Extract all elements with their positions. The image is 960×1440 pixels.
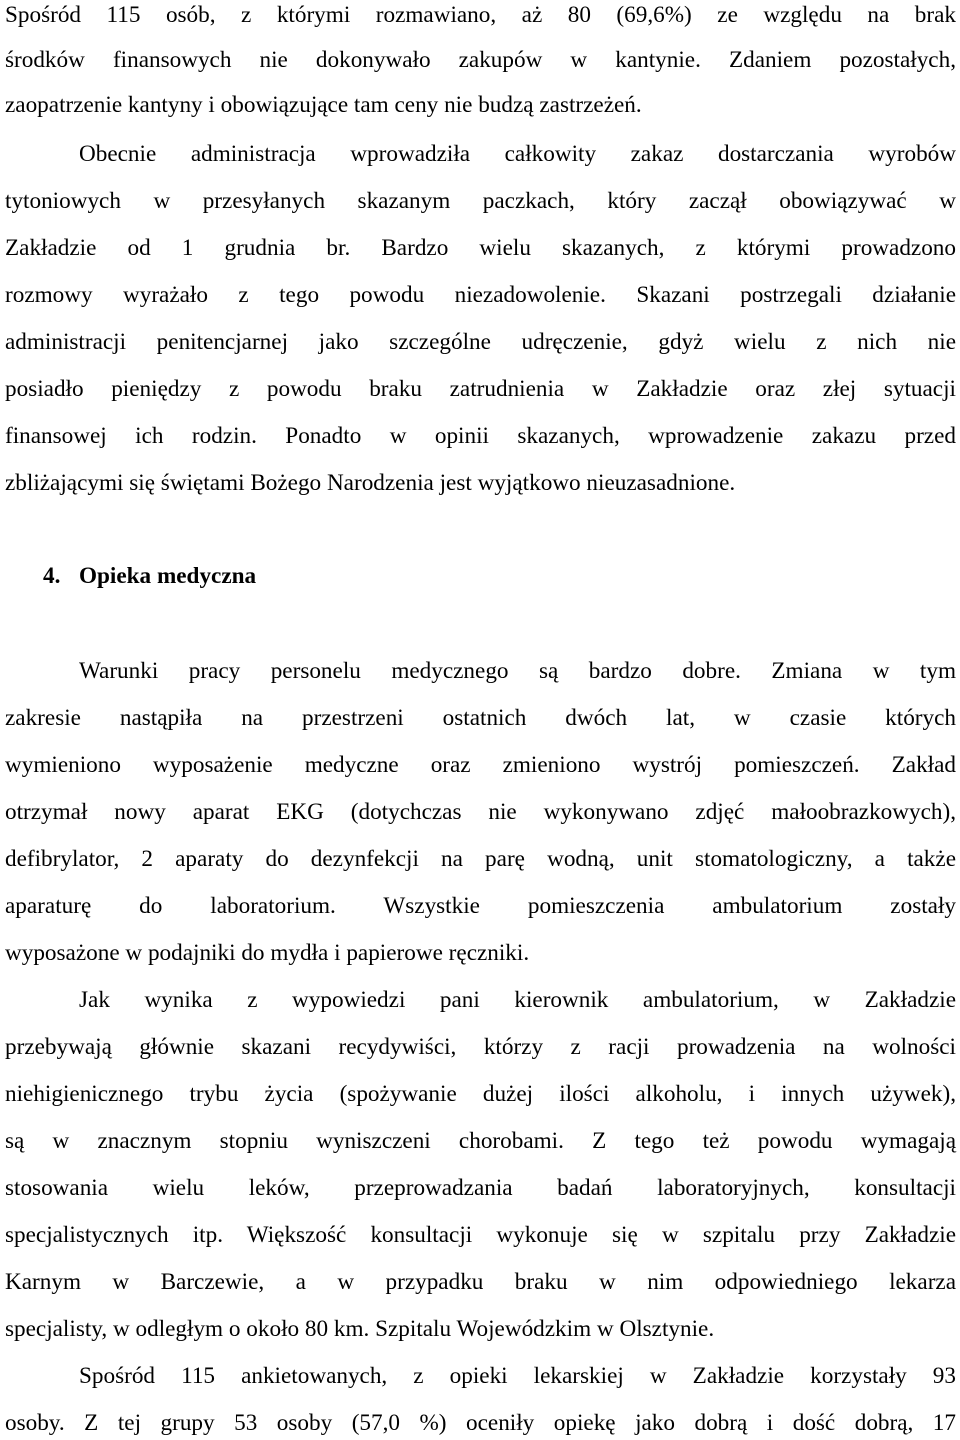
text-line: specjalistycznych itp. Większość konsultacji wykonuje się w szpitalu przy Zakładzie (5, 1222, 956, 1248)
text-line: Warunki pracy personelu medycznego są bardzo dobre. Zmiana w tym (79, 658, 956, 684)
text-line: specjalisty, w odległym o około 80 km. Szpitalu Wojewódzkim w Olsztynie. (5, 1316, 715, 1342)
text-line: aparaturę do laboratorium. Wszystkie pomieszczenia ambulatorium zostały (5, 893, 956, 919)
text-line: osoby. Z tej grupy 53 osoby (57,0 %) oceniły opiekę jako dobrą i dość dobrą, 17 (5, 1410, 956, 1436)
text-line: defibrylator, 2 aparaty do dezynfekcji na parę wodną, unit stomatologiczny, a także (5, 846, 956, 872)
text-line: Karnym w Barczewie, a w przypadku braku w nim odpowiedniego lekarza (5, 1269, 956, 1295)
text-line: wyposażone w podajniki do mydła i papierowe ręczniki. (5, 940, 530, 966)
section-title: Opieka medyczna (79, 563, 257, 589)
text-line: środków finansowych nie dokonywało zakupów w kantynie. Zdaniem pozostałych, (5, 47, 956, 73)
text-line: posiadło pieniędzy z powodu braku zatrudnienia w Zakładzie oraz złej sytuacji (5, 376, 956, 402)
text-line: Zakładzie od 1 grudnia br. Bardzo wielu skazanych, z którymi prowadzono (5, 235, 956, 261)
text-line: Obecnie administracja wprowadziła całkowity zakaz dostarczania wyrobów (79, 141, 956, 167)
text-line: wymieniono wyposażenie medyczne oraz zmieniono wystrój pomieszczeń. Zakład (5, 752, 956, 778)
text-line: zaopatrzenie kantyny i obowiązujące tam ceny nie budzą zastrzeżeń. (5, 92, 642, 118)
text-line: otrzymał nowy aparat EKG (dotychczas nie wykonywano zdjęć małoobrazkowych), (5, 799, 956, 825)
section-heading (43, 561, 256, 591)
text-line: stosowania wielu leków, przeprowadzania badań laboratoryjnych, konsultacji (5, 1175, 956, 1201)
text-line: finansowej ich rodzin. Ponadto w opinii skazanych, wprowadzenie zakazu przed (5, 423, 956, 449)
text-line: zbliżającymi się świętami Bożego Narodzenia jest wyjątkowo nieuzasadnione. (5, 470, 736, 496)
text-line: są w znacznym stopniu wyniszczeni chorobami. Z tego też powodu wymagają (5, 1128, 956, 1154)
text-line: administracji penitencjarnej jako szczególne udręczenie, gdyż wielu z nich nie (5, 329, 956, 355)
text-line: tytoniowych w przesyłanych skazanym paczkach, który zaczął obowiązywać w (5, 188, 956, 214)
text-line: Jak wynika z wypowiedzi pani kierownik ambulatorium, w Zakładzie (79, 987, 956, 1013)
text-line: Spośród 115 ankietowanych, z opieki lekarskiej w Zakładzie korzystały 93 (79, 1363, 956, 1389)
text-line: niehigienicznego trybu życia (spożywanie dużej ilości alkoholu, i innych używek), (5, 1081, 956, 1107)
text-line: przebywają głównie skazani recydywiści, którzy z racji prowadzenia na wolności (5, 1034, 956, 1060)
section-number: 4. (43, 563, 61, 589)
text-line: Spośród 115 osób, z którymi rozmawiano, aż 80 (69,6%) ze względu na brak (5, 2, 956, 28)
text-line: zakresie nastąpiła na przestrzeni ostatnich dwóch lat, w czasie których (5, 705, 956, 731)
text-line: rozmowy wyrażało z tego powodu niezadowolenie. Skazani postrzegali działanie (5, 282, 956, 308)
